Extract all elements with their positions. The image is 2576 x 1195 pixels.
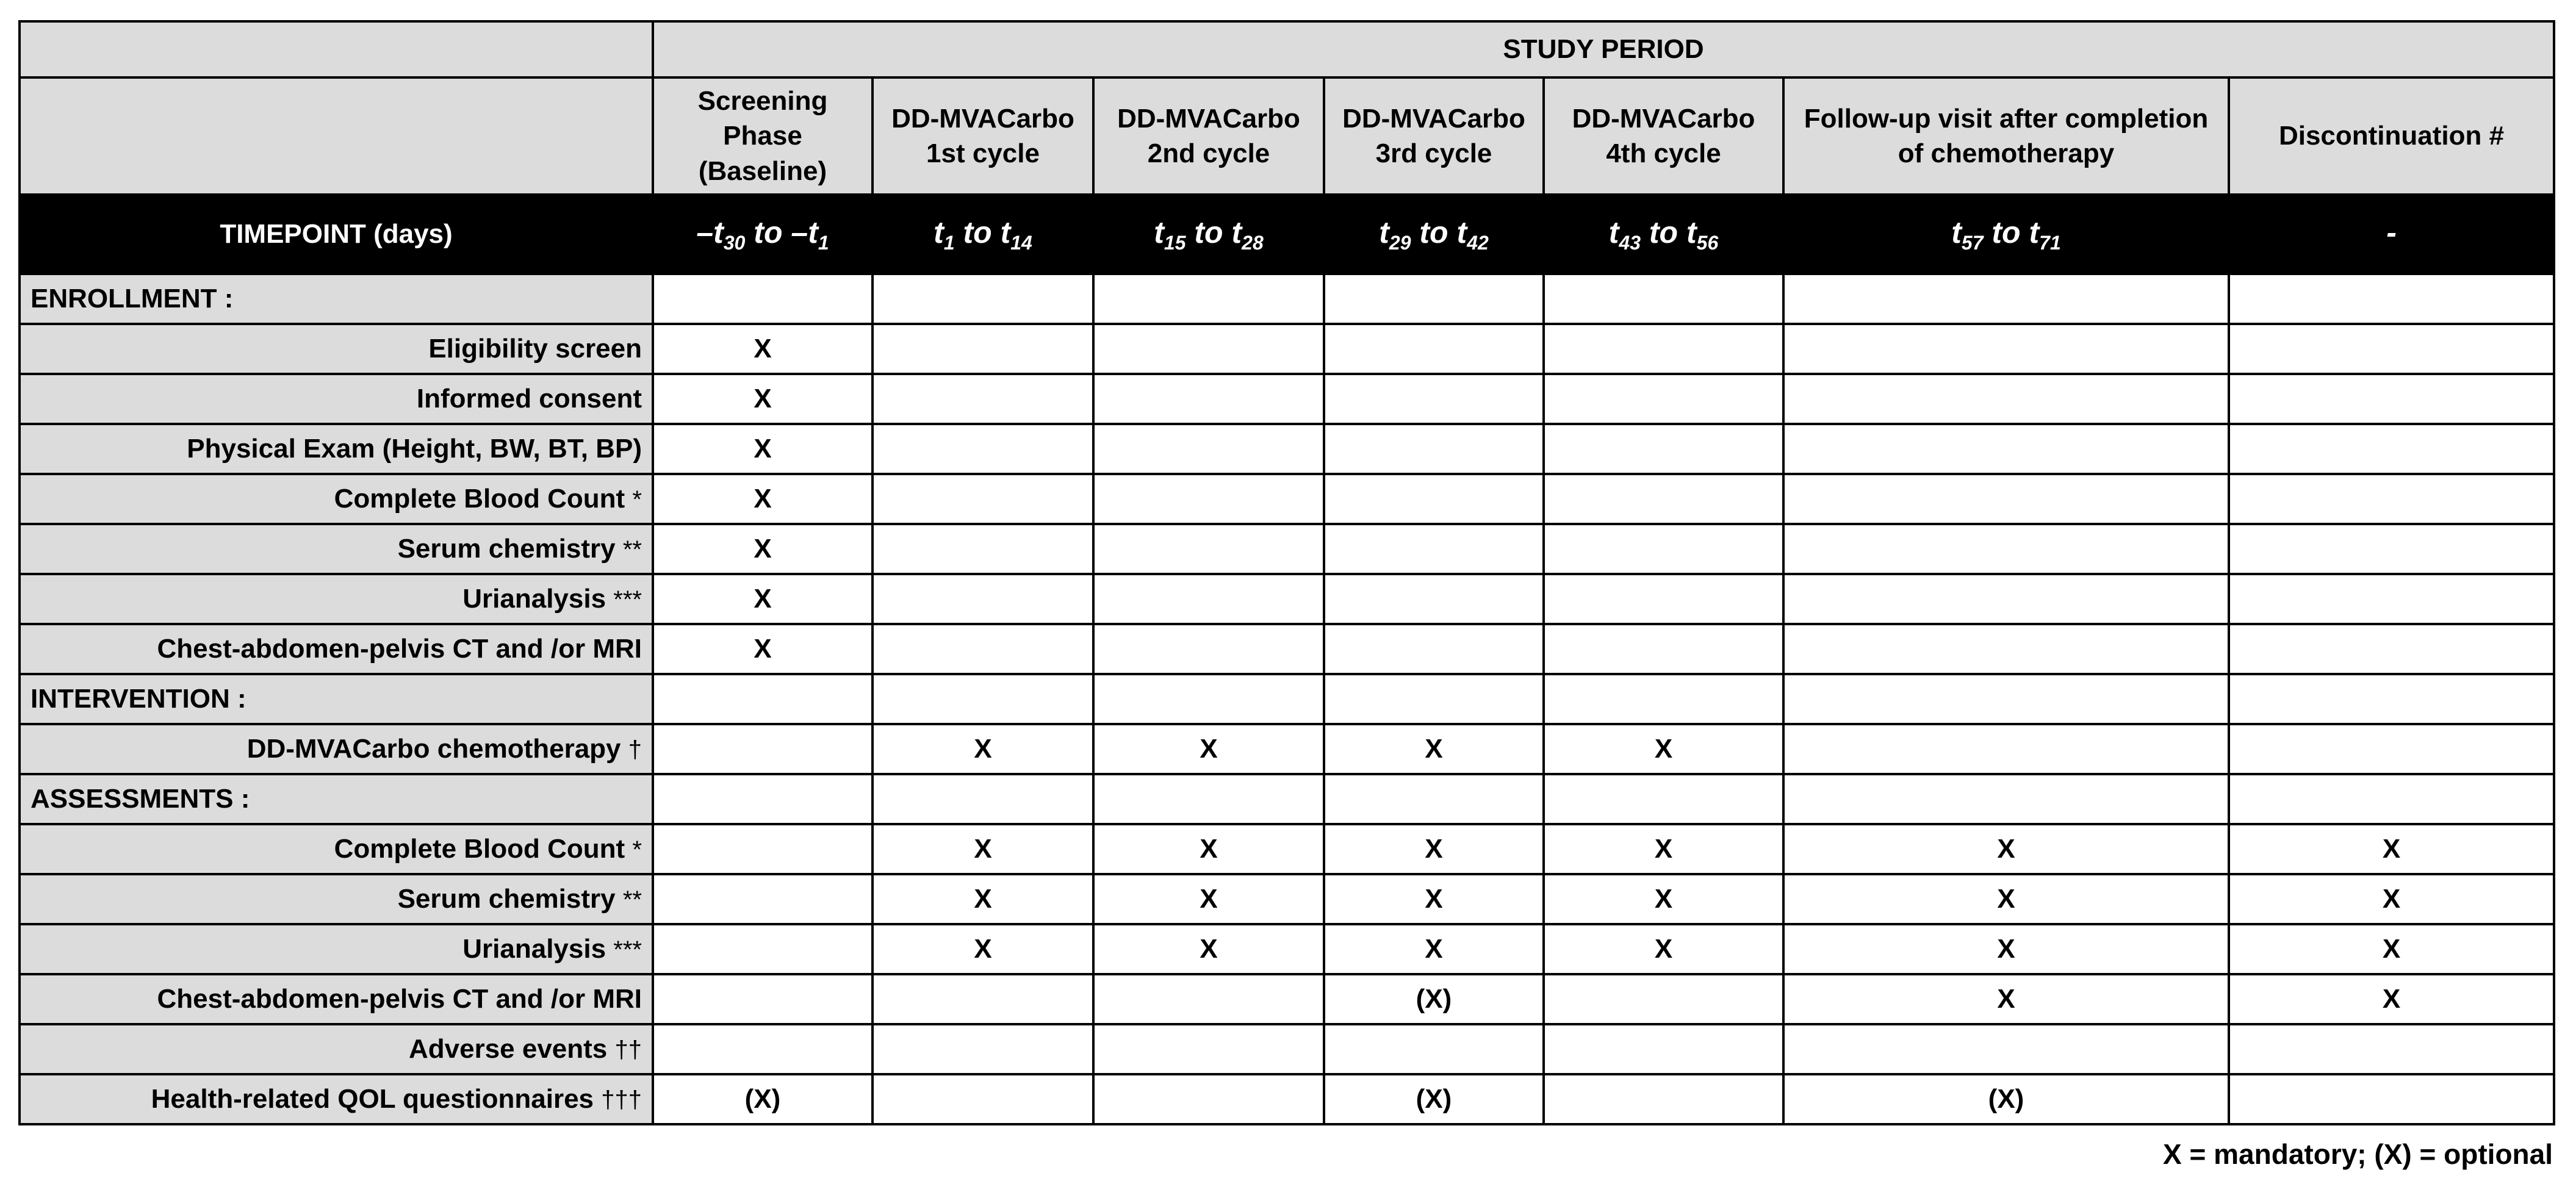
schedule-mark: X xyxy=(1783,974,2229,1024)
col-header-cycle-1: DD-MVACarbo 1st cycle xyxy=(872,77,1093,195)
schedule-mark: X xyxy=(1093,724,1324,774)
footnote-symbol: † xyxy=(628,736,642,764)
empty-cell xyxy=(1544,374,1783,424)
empty-cell xyxy=(1544,974,1783,1024)
col-header-cycle-4: DD-MVACarbo 4th cycle xyxy=(1544,77,1783,195)
procedure-label-cell xyxy=(20,374,653,424)
schedule-mark: (X) xyxy=(1783,1074,2229,1124)
empty-cell xyxy=(1783,1024,2229,1074)
empty-cell xyxy=(1324,674,1544,724)
empty-cell xyxy=(1093,1074,1324,1124)
procedure-label: Informed consent xyxy=(416,384,642,414)
empty-cell xyxy=(653,874,872,924)
timepoint-a: –t xyxy=(696,215,724,249)
empty-cell xyxy=(1544,474,1783,524)
empty-cell xyxy=(1324,374,1544,424)
schedule-mark: X xyxy=(1324,724,1544,774)
procedure-row xyxy=(20,874,2554,924)
timepoint-value xyxy=(1093,195,1324,274)
empty-cell xyxy=(1544,1074,1783,1124)
footnote-symbol: * xyxy=(632,486,642,514)
schedule-mark: X xyxy=(872,824,1093,874)
procedure-row xyxy=(20,974,2554,1024)
timepoint-a: t xyxy=(1951,215,1962,249)
schedule-mark: X xyxy=(653,474,872,524)
timepoint-b-sub: 71 xyxy=(2039,231,2061,254)
column-header-row xyxy=(20,77,2554,195)
procedure-row xyxy=(20,574,2554,624)
schedule-of-assessments-table xyxy=(18,20,2555,1125)
procedure-label-cell xyxy=(20,574,653,624)
timepoint-value xyxy=(1544,195,1783,274)
timepoint-a: t xyxy=(1154,215,1164,249)
footnote-symbol: ** xyxy=(622,886,642,914)
schedule-mark: (X) xyxy=(1324,974,1544,1024)
timepoint-mid: to xyxy=(1641,215,1686,249)
schedule-mark: X xyxy=(1544,874,1783,924)
timepoint-b: t xyxy=(1231,215,1242,249)
empty-cell xyxy=(1544,774,1783,824)
procedure-label-cell xyxy=(20,1074,653,1124)
empty-cell xyxy=(872,574,1093,624)
procedure-row xyxy=(20,624,2554,674)
col-header-screening: Screening Phase (Baseline) xyxy=(653,77,872,195)
empty-cell xyxy=(2229,424,2554,474)
section-title: ENROLLMENT : xyxy=(20,274,653,324)
empty-cell xyxy=(2229,1074,2554,1124)
empty-cell xyxy=(1093,974,1324,1024)
timepoint-b: –t xyxy=(791,215,818,249)
procedure-label: Eligibility screen xyxy=(428,334,642,364)
timepoint-b-sub: 56 xyxy=(1696,231,1719,254)
empty-cell xyxy=(2229,574,2554,624)
empty-cell xyxy=(2229,374,2554,424)
procedure-row xyxy=(20,324,2554,374)
procedure-label-cell xyxy=(20,524,653,574)
timepoint-a-sub: 43 xyxy=(1619,231,1641,254)
timepoint-b: t xyxy=(1456,215,1467,249)
procedure-label: Serum chemistry xyxy=(397,884,616,914)
footnote-symbol: *** xyxy=(613,936,642,964)
timepoint-value xyxy=(653,195,872,274)
empty-cell xyxy=(1093,524,1324,574)
empty-cell xyxy=(872,274,1093,324)
procedure-label: Adverse events xyxy=(408,1034,608,1064)
empty-cell xyxy=(1783,424,2229,474)
procedure-label: Urianalysis xyxy=(462,584,606,614)
empty-cell xyxy=(1783,574,2229,624)
timepoint-mid: to xyxy=(1983,215,2029,249)
empty-cell xyxy=(1544,524,1783,574)
schedule-mark: X xyxy=(2229,824,2554,874)
procedure-row xyxy=(20,924,2554,974)
empty-cell xyxy=(1783,674,2229,724)
empty-cell xyxy=(1544,274,1783,324)
empty-cell xyxy=(1093,774,1324,824)
schedule-mark: (X) xyxy=(1324,1074,1544,1124)
empty-cell xyxy=(872,424,1093,474)
empty-cell xyxy=(1783,524,2229,574)
empty-cell xyxy=(1783,724,2229,774)
empty-cell xyxy=(2229,324,2554,374)
empty-cell xyxy=(1093,674,1324,724)
empty-cell xyxy=(653,1024,872,1074)
timepoint-a-sub: 57 xyxy=(1961,231,1984,254)
section-header-row xyxy=(20,774,2554,824)
empty-cell xyxy=(1093,374,1324,424)
timepoint-value xyxy=(2229,195,2554,274)
empty-cell xyxy=(1324,1024,1544,1074)
empty-cell xyxy=(1324,524,1544,574)
schedule-mark: X xyxy=(1544,924,1783,974)
section-header-row xyxy=(20,274,2554,324)
empty-cell xyxy=(1324,774,1544,824)
empty-cell xyxy=(1093,274,1324,324)
timepoint-a-sub: 1 xyxy=(943,231,955,254)
study-period-row xyxy=(20,21,2554,77)
timepoint-a: t xyxy=(934,215,944,249)
empty-cell xyxy=(1324,624,1544,674)
timepoint-mid: to xyxy=(1411,215,1457,249)
schedule-mark: X xyxy=(2229,924,2554,974)
schedule-mark: X xyxy=(1093,924,1324,974)
empty-cell xyxy=(2229,1024,2554,1074)
empty-cell xyxy=(872,974,1093,1024)
procedure-label-cell xyxy=(20,424,653,474)
empty-cell xyxy=(653,824,872,874)
corner-cell xyxy=(20,21,653,77)
footnote-symbol: ††† xyxy=(601,1086,642,1114)
procedure-row xyxy=(20,374,2554,424)
footnote-symbol: ** xyxy=(622,536,642,564)
empty-cell xyxy=(1783,374,2229,424)
procedure-label: Chest-abdomen-pelvis CT and /or MRI xyxy=(157,984,642,1014)
timepoint-mid: to xyxy=(954,215,1001,249)
timepoint-b: t xyxy=(1686,215,1697,249)
empty-cell xyxy=(1324,424,1544,474)
empty-cell xyxy=(872,324,1093,374)
empty-cell xyxy=(1544,324,1783,374)
schedule-mark: X xyxy=(2229,874,2554,924)
schedule-mark: X xyxy=(653,524,872,574)
empty-cell xyxy=(1783,774,2229,824)
empty-cell xyxy=(872,1074,1093,1124)
footnote-symbol: * xyxy=(632,836,642,864)
timepoint-a-sub: 15 xyxy=(1164,231,1186,254)
timepoint-value xyxy=(872,195,1093,274)
empty-cell xyxy=(1544,574,1783,624)
empty-cell xyxy=(2229,724,2554,774)
schedule-mark: X xyxy=(872,924,1093,974)
empty-cell xyxy=(653,774,872,824)
procedure-label: Serum chemistry xyxy=(397,534,616,564)
timepoint-b-sub: 42 xyxy=(1467,231,1489,254)
schedule-mark: X xyxy=(1783,924,2229,974)
procedure-label: Chest-abdomen-pelvis CT and /or MRI xyxy=(157,634,642,664)
procedure-row xyxy=(20,724,2554,774)
timepoint-a-sub: 29 xyxy=(1389,231,1411,254)
schedule-mark: X xyxy=(653,374,872,424)
procedure-label: Physical Exam (Height, BW, BT, BP) xyxy=(187,434,642,464)
empty-cell xyxy=(1093,424,1324,474)
empty-cell xyxy=(872,624,1093,674)
schedule-mark: X xyxy=(872,724,1093,774)
procedure-row xyxy=(20,1024,2554,1074)
procedure-label: Complete Blood Count xyxy=(334,484,625,514)
procedure-row xyxy=(20,424,2554,474)
procedure-label-cell xyxy=(20,1024,653,1074)
timepoint-row xyxy=(20,195,2554,274)
procedure-label: Complete Blood Count xyxy=(334,834,625,864)
empty-cell xyxy=(1324,574,1544,624)
legend-footnote: X = mandatory; (X) = optional xyxy=(2163,1138,2553,1170)
empty-cell xyxy=(872,774,1093,824)
schedule-mark: X xyxy=(653,324,872,374)
empty-cell xyxy=(1544,624,1783,674)
empty-cell xyxy=(1324,274,1544,324)
empty-cell xyxy=(1783,324,2229,374)
empty-cell xyxy=(1324,474,1544,524)
empty-cell xyxy=(1544,1024,1783,1074)
section-title: INTERVENTION : xyxy=(20,674,653,724)
procedure-label: DD-MVACarbo chemotherapy xyxy=(246,734,621,764)
empty-cell xyxy=(872,1024,1093,1074)
empty-cell xyxy=(2229,624,2554,674)
procedure-label-cell xyxy=(20,974,653,1024)
section-header-row xyxy=(20,674,2554,724)
empty-cell xyxy=(2229,674,2554,724)
timepoint-b: t xyxy=(1000,215,1011,249)
procedure-label-cell xyxy=(20,724,653,774)
empty-cell xyxy=(1093,324,1324,374)
empty-cell xyxy=(1093,624,1324,674)
schedule-mark: X xyxy=(1544,824,1783,874)
timepoint-b-sub: 1 xyxy=(818,231,829,254)
empty-cell xyxy=(1544,424,1783,474)
col-header-cycle-3: DD-MVACarbo 3rd cycle xyxy=(1324,77,1544,195)
empty-cell xyxy=(1093,574,1324,624)
procedure-label-cell xyxy=(20,874,653,924)
procedure-row xyxy=(20,524,2554,574)
empty-cell xyxy=(1783,474,2229,524)
footnote-symbol: *** xyxy=(613,586,642,614)
schedule-mark: X xyxy=(1324,824,1544,874)
empty-cell xyxy=(653,724,872,774)
procedure-label: Health-related QOL questionnaires xyxy=(151,1084,594,1114)
empty-cell xyxy=(653,924,872,974)
timepoint-a: t xyxy=(1379,215,1389,249)
timepoint-b-sub: 14 xyxy=(1010,231,1032,254)
empty-cell xyxy=(872,524,1093,574)
section-title: ASSESSMENTS : xyxy=(20,774,653,824)
col-header-discontinuation: Discontinuation # xyxy=(2229,77,2554,195)
schedule-mark: X xyxy=(872,874,1093,924)
schedule-mark: X xyxy=(1324,874,1544,924)
empty-cell xyxy=(2229,774,2554,824)
timepoint-b: t xyxy=(2029,215,2040,249)
empty-cell xyxy=(1783,274,2229,324)
timepoint-value xyxy=(1324,195,1544,274)
col-header-cycle-2: DD-MVACarbo 2nd cycle xyxy=(1093,77,1324,195)
empty-cell xyxy=(1544,674,1783,724)
empty-cell xyxy=(1093,474,1324,524)
procedure-row xyxy=(20,824,2554,874)
empty-cell xyxy=(2229,274,2554,324)
corner-cell-2 xyxy=(20,77,653,195)
empty-cell xyxy=(653,274,872,324)
procedure-label-cell xyxy=(20,624,653,674)
procedure-label-cell xyxy=(20,824,653,874)
empty-cell xyxy=(1783,624,2229,674)
empty-cell xyxy=(872,474,1093,524)
procedure-label-cell xyxy=(20,924,653,974)
empty-cell xyxy=(2229,474,2554,524)
procedure-label-cell xyxy=(20,474,653,524)
schedule-mark: X xyxy=(653,424,872,474)
empty-cell xyxy=(2229,524,2554,574)
schedule-mark: X xyxy=(1324,924,1544,974)
procedure-label-cell xyxy=(20,324,653,374)
schedule-mark: (X) xyxy=(653,1074,872,1124)
schedule-mark: X xyxy=(1783,824,2229,874)
empty-cell xyxy=(1093,1024,1324,1074)
timepoint-a: - xyxy=(2386,215,2397,249)
study-period-header: STUDY PERIOD xyxy=(653,21,2554,77)
table-body xyxy=(20,21,2554,1124)
schedule-mark: X xyxy=(1783,874,2229,924)
empty-cell xyxy=(653,974,872,1024)
procedure-row xyxy=(20,474,2554,524)
timepoint-mid: to xyxy=(745,215,791,249)
timepoint-b-sub: 28 xyxy=(1242,231,1264,254)
timepoint-value xyxy=(1783,195,2229,274)
footnote-symbol: †† xyxy=(614,1036,642,1064)
timepoint-mid: to xyxy=(1185,215,1232,249)
timepoint-a-sub: 30 xyxy=(723,231,746,254)
schedule-mark: X xyxy=(2229,974,2554,1024)
schedule-mark: X xyxy=(1093,824,1324,874)
procedure-label: Urianalysis xyxy=(462,934,606,964)
empty-cell xyxy=(1324,324,1544,374)
timepoint-a: t xyxy=(1608,215,1619,249)
schedule-mark: X xyxy=(1544,724,1783,774)
procedure-row xyxy=(20,1074,2554,1124)
timepoint-label: TIMEPOINT (days) xyxy=(20,195,653,274)
schedule-mark: X xyxy=(1093,874,1324,924)
col-header-follow-up: Follow-up visit after completion of chemotherapy xyxy=(1783,77,2229,195)
schedule-mark: X xyxy=(653,574,872,624)
empty-cell xyxy=(872,374,1093,424)
schedule-mark: X xyxy=(653,624,872,674)
empty-cell xyxy=(872,674,1093,724)
empty-cell xyxy=(653,674,872,724)
